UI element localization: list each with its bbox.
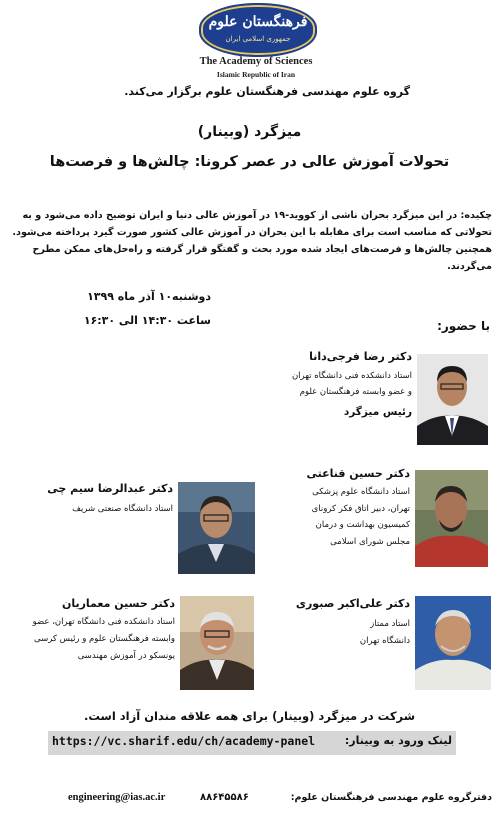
speaker-photo-3	[178, 482, 255, 574]
logo-country-en: Islamic Republic of Iran	[216, 70, 296, 79]
academy-logo	[190, 0, 322, 82]
speaker-4-info	[282, 597, 410, 650]
speaker-2-desc-3: کمیسیون بهداشت و درمان	[315, 520, 410, 530]
speaker-3-desc-1: استاد دانشگاه صنعتی شریف	[72, 504, 173, 514]
speaker-1-info	[240, 350, 412, 418]
speaker-3-name: دکتر عبدالرضا سیم چی	[47, 482, 173, 495]
seal-text: فرهنگستان علوم	[208, 14, 308, 30]
speaker-2-desc-4: مجلس شورای اسلامی	[330, 536, 410, 547]
presence-label: با حضور:	[437, 319, 490, 333]
speaker-3-info	[20, 482, 173, 517]
speaker-5-desc-1: استاد دانشکده فنی دانشگاه تهران، عضو	[32, 617, 175, 627]
speaker-2-desc-1: استاد دانشگاه علوم پزشکی	[312, 487, 410, 497]
speaker-2-name: دکتر حسین قناعتی	[306, 467, 410, 480]
speaker-portrait-1	[417, 354, 488, 445]
speaker-portrait-2	[415, 470, 488, 567]
event-title: تحولات آموزش عالی در عصر کرونا: چالش‌ها و فرصت‌ها	[49, 154, 450, 170]
speaker-5-name: دکتر حسین معماریان	[61, 597, 175, 610]
speaker-1-desc-1: استاد دانشکده فنی دانشگاه تهران	[291, 371, 412, 381]
speaker-photo-1	[417, 354, 488, 445]
event-type: میزگرد (وبینار)	[197, 124, 302, 140]
event-date: دوشنبه۱۰ آذر ماه ۱۳۹۹	[87, 290, 211, 303]
speaker-photo-5	[180, 596, 254, 690]
academy-seal-emblem	[199, 3, 317, 57]
speaker-2-desc-2: تهران، دبیر اتاق فکر کرونای	[311, 503, 410, 514]
contact-phone: ۸۸۶۴۵۵۸۶	[200, 792, 249, 803]
abstract-line-1: چکیده: در این میزگرد بحران ناشی از کووید-۱۹ در آموزش عالی دنیا و ایران توضیح داده می‌شود و به	[22, 210, 492, 221]
speaker-portrait-3	[178, 482, 255, 574]
speaker-1-role: رئیس میزگرد	[343, 406, 412, 418]
abstract-line-3: همچنین چالش‌ها و فرصت‌های ایجاد شده مورد بحث و گفتگو قرار گرفته و راه‌حل‌های ممکن مطرح می‌گردند.	[32, 244, 492, 272]
office-label: دفترگروه علوم مهندسی فرهنگستان علوم:	[290, 792, 492, 803]
abstract	[8, 207, 492, 275]
seal-subtext: جمهوری اسلامی ایران	[225, 35, 291, 43]
webinar-link[interactable]: https://vc.sharif.edu/ch/academy-panel	[52, 734, 316, 748]
speaker-5-desc-3: یونسکو در آموزش مهندسی	[77, 651, 175, 661]
contact-email[interactable]: engineering@ias.ac.ir	[68, 792, 166, 803]
logo-name-en: The Academy of Sciences	[199, 56, 313, 67]
speaker-photo-2	[415, 470, 488, 567]
speaker-portrait-5	[180, 596, 254, 690]
speaker-photo-4	[415, 596, 491, 690]
speaker-4-desc-2: دانشگاه تهران	[359, 636, 410, 646]
speaker-4-desc-1: استاد ممتاز	[370, 619, 410, 629]
speaker-5-info	[10, 597, 175, 665]
event-time: ساعت ۱۴:۳۰ الی ۱۶:۳۰	[83, 314, 211, 327]
speaker-1-name: دکتر رضا فرجی‌دانا	[309, 350, 412, 363]
webinar-link-label: لینک ورود به وبینار:	[344, 734, 452, 747]
speaker-5-desc-2: وابسته فرهنگستان علوم و رئیس کرسی	[34, 634, 175, 644]
speaker-1-desc-2: و عضو وابسته فرهنگستان علوم	[299, 387, 412, 397]
webinar-link-box	[48, 731, 456, 755]
organizer-line: گروه علوم مهندسی فرهنگستان علوم برگزار می‌کند.	[124, 85, 410, 98]
abstract-line-2: تحولاتی که مناسب است برای مقابله با این بحران در آموزش عالی کشور صورت گیرد پرداخته می‌شود.	[12, 227, 492, 238]
speaker-2-info	[282, 467, 410, 550]
free-participation-note: شرکت در میزگرد (وبینار) برای همه علاقه مندان آزاد است.	[83, 709, 415, 723]
speaker-portrait-4	[415, 596, 491, 690]
speaker-4-name: دکتر علی‌اکبر صبوری	[295, 597, 410, 610]
